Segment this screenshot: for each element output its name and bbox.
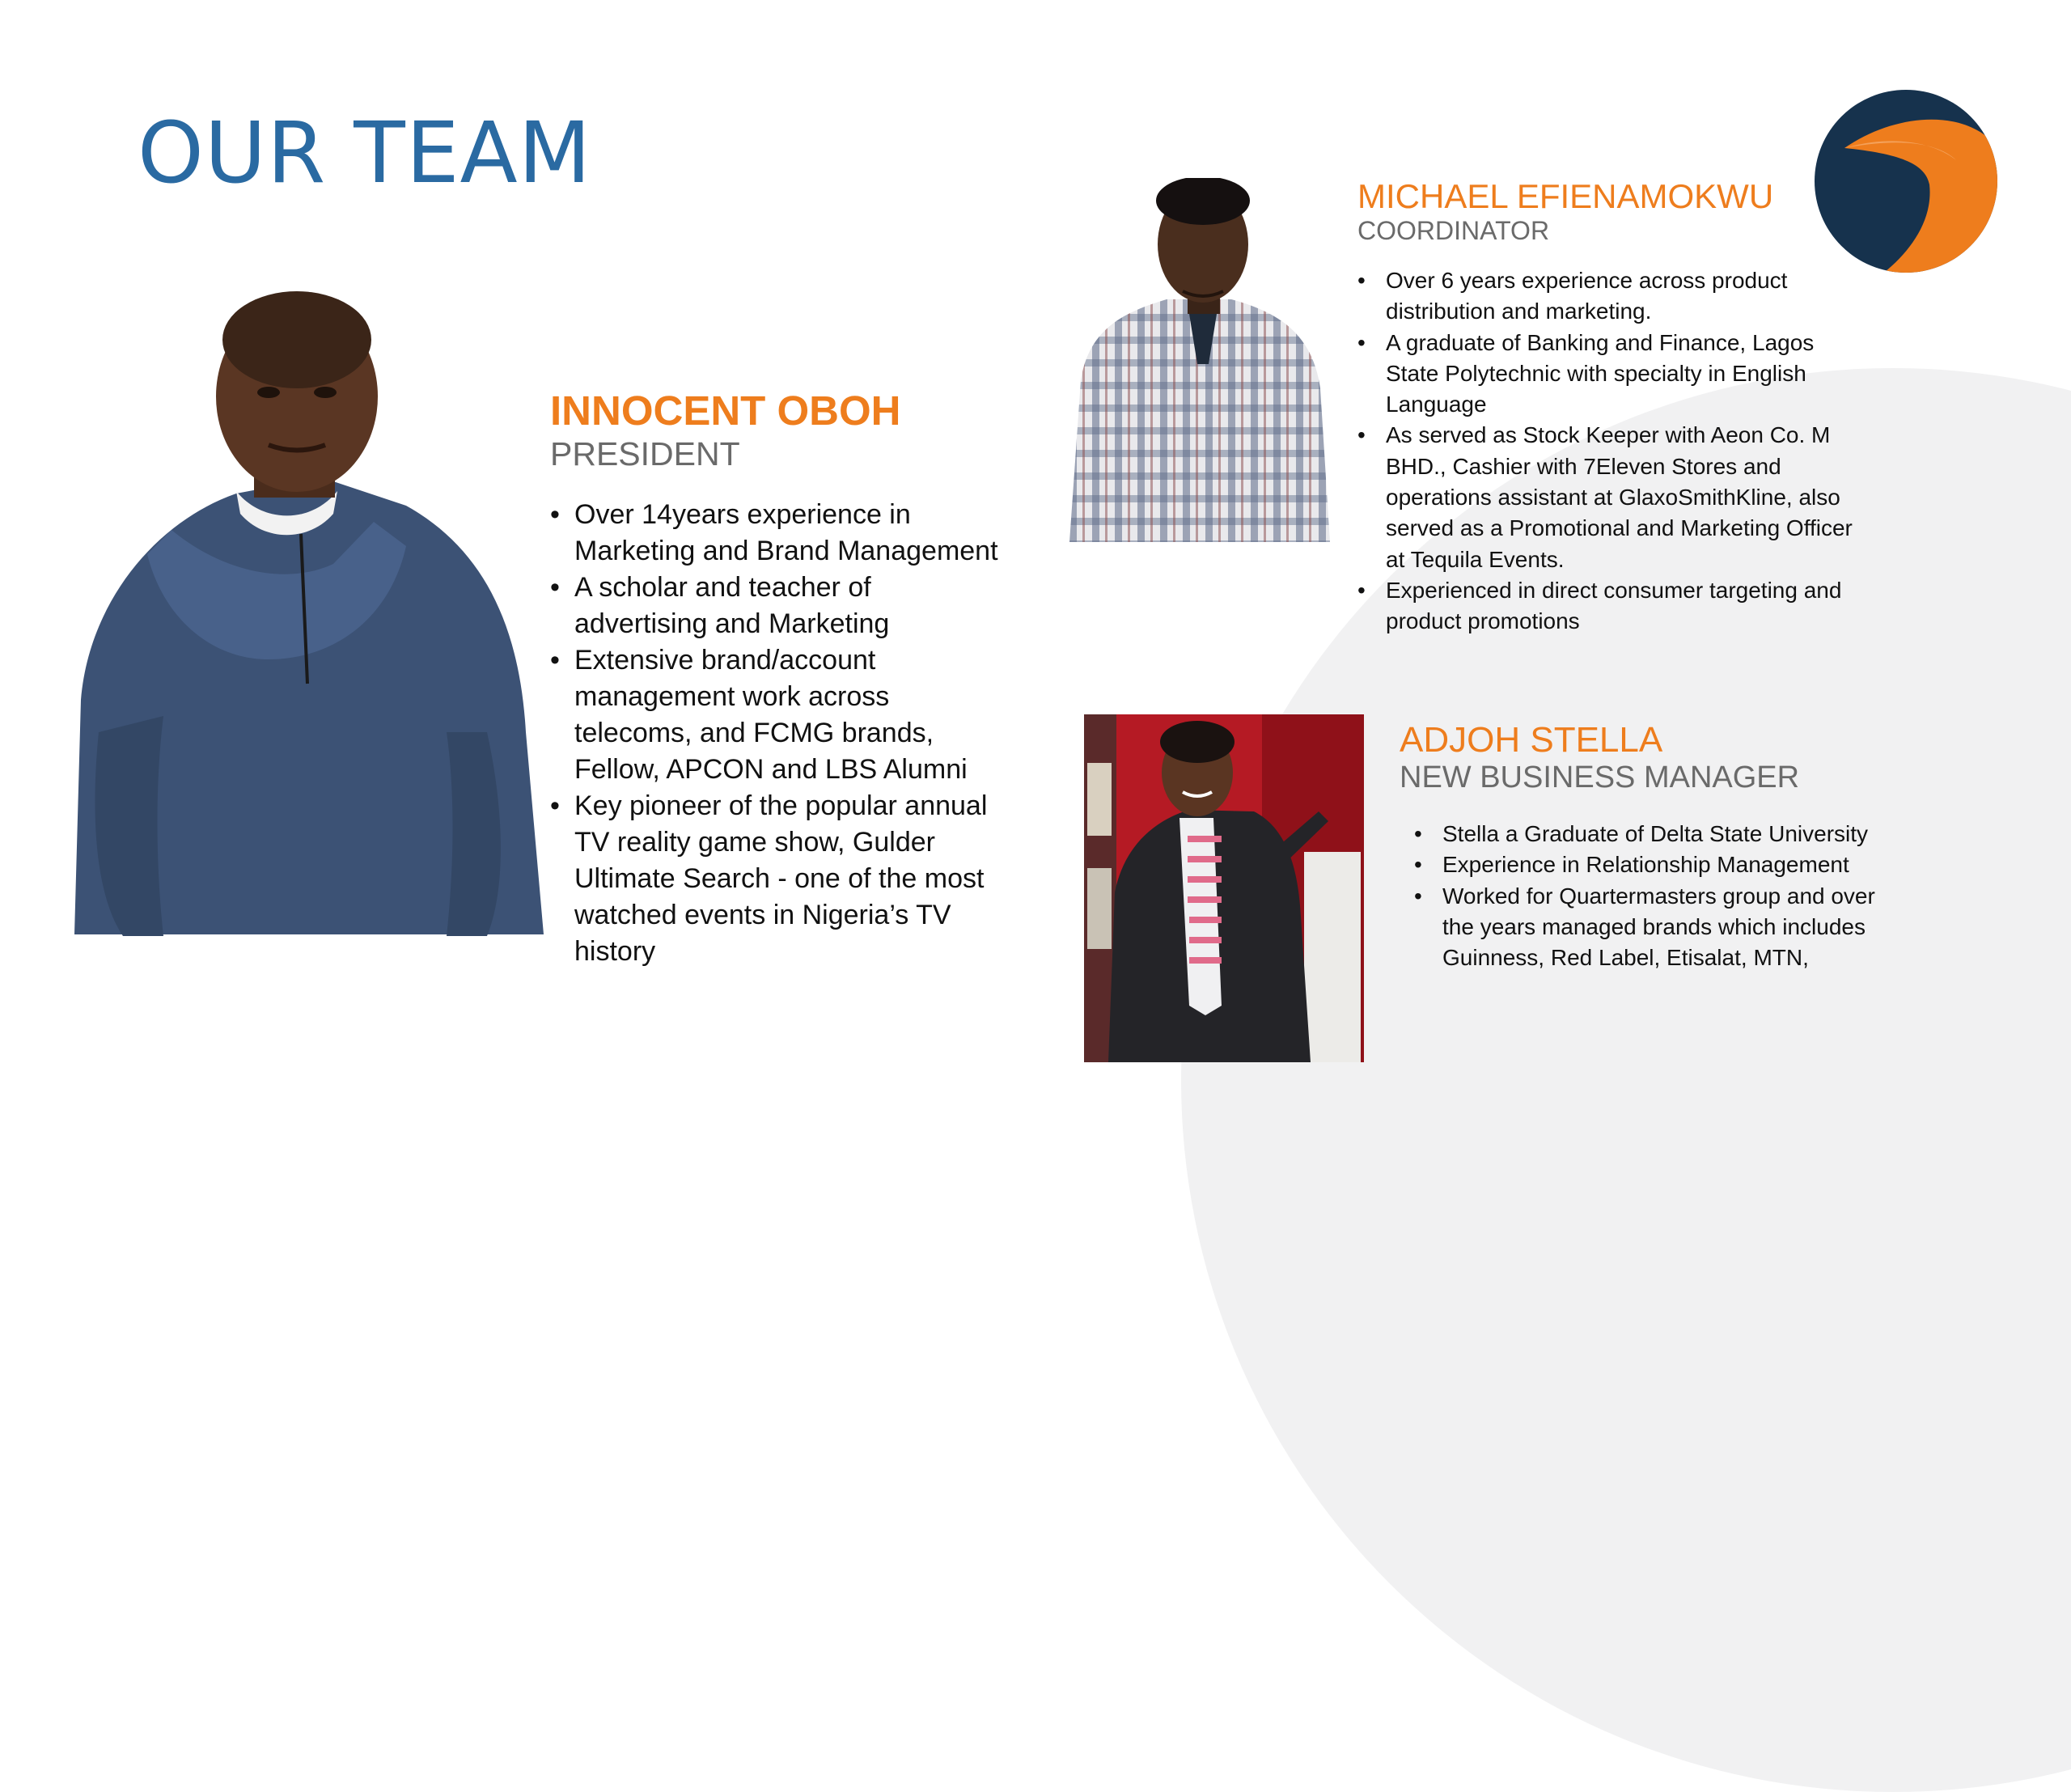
innocent-oboh-bio — [550, 387, 1003, 970]
bullet-item: • Over 14years experience in Marketing and Brand Management — [550, 497, 1003, 570]
adjoh-stella-photo — [1084, 714, 1364, 1062]
adjoh-stella-bio — [1400, 720, 1877, 973]
bullet-item: • Experience in Relationship Management — [1400, 849, 1877, 880]
michael-efienamokwu-photo — [1069, 178, 1330, 542]
bullet-item: • A scholar and teacher of advertising and Marketing — [550, 570, 1003, 642]
michael-efienamokwu-bio — [1357, 176, 1859, 638]
bullet-item: • Worked for Quartermasters group and over the years managed brands which includes Guinness, Red Label, Etisalat, MTN, — [1400, 881, 1877, 974]
member-bullets — [550, 497, 1003, 970]
bullet-item: • Key pioneer of the popular annual TV reality game show, Gulder Ultimate Search - one of the most watched events in Nigeria’s TV history — [550, 788, 1003, 970]
bullet-item: • Over 6 years experience across product distribution and marketing. — [1357, 265, 1859, 328]
member-role: NEW BUSINESS MANAGER — [1400, 760, 1800, 794]
member-role: PRESIDENT — [550, 435, 740, 472]
member-bullets — [1357, 265, 1859, 638]
bullet-item: • Experienced in direct consumer targeting and product promotions — [1357, 575, 1859, 638]
member-name: MICHAEL EFIENAMOKWU — [1357, 177, 1774, 215]
member-name: INNOCENT OBOH — [550, 388, 901, 434]
member-bullets — [1400, 819, 1877, 973]
member-role: COORDINATOR — [1357, 216, 1550, 245]
bullet-item: • As served as Stock Keeper with Aeon Co. M BHD., Cashier with 7Eleven Stores and operations assistant at GlaxoSmithKline, also served as a Promotional and Marketing Officer at Tequila Events. — [1357, 420, 1859, 574]
bullet-item: • Stella a Graduate of Delta State University — [1400, 819, 1877, 849]
innocent-oboh-photo — [66, 279, 544, 936]
slide-title: OUR TEAM — [138, 104, 592, 202]
bullet-item: • Extensive brand/account management work across telecoms, and FCMG brands, Fellow, APCON and LBS Alumni — [550, 642, 1003, 788]
bullet-item: • A graduate of Banking and Finance, Lagos State Polytechnic with specialty in English Language — [1357, 328, 1859, 421]
member-name: ADJOH STELLA — [1400, 720, 1663, 760]
